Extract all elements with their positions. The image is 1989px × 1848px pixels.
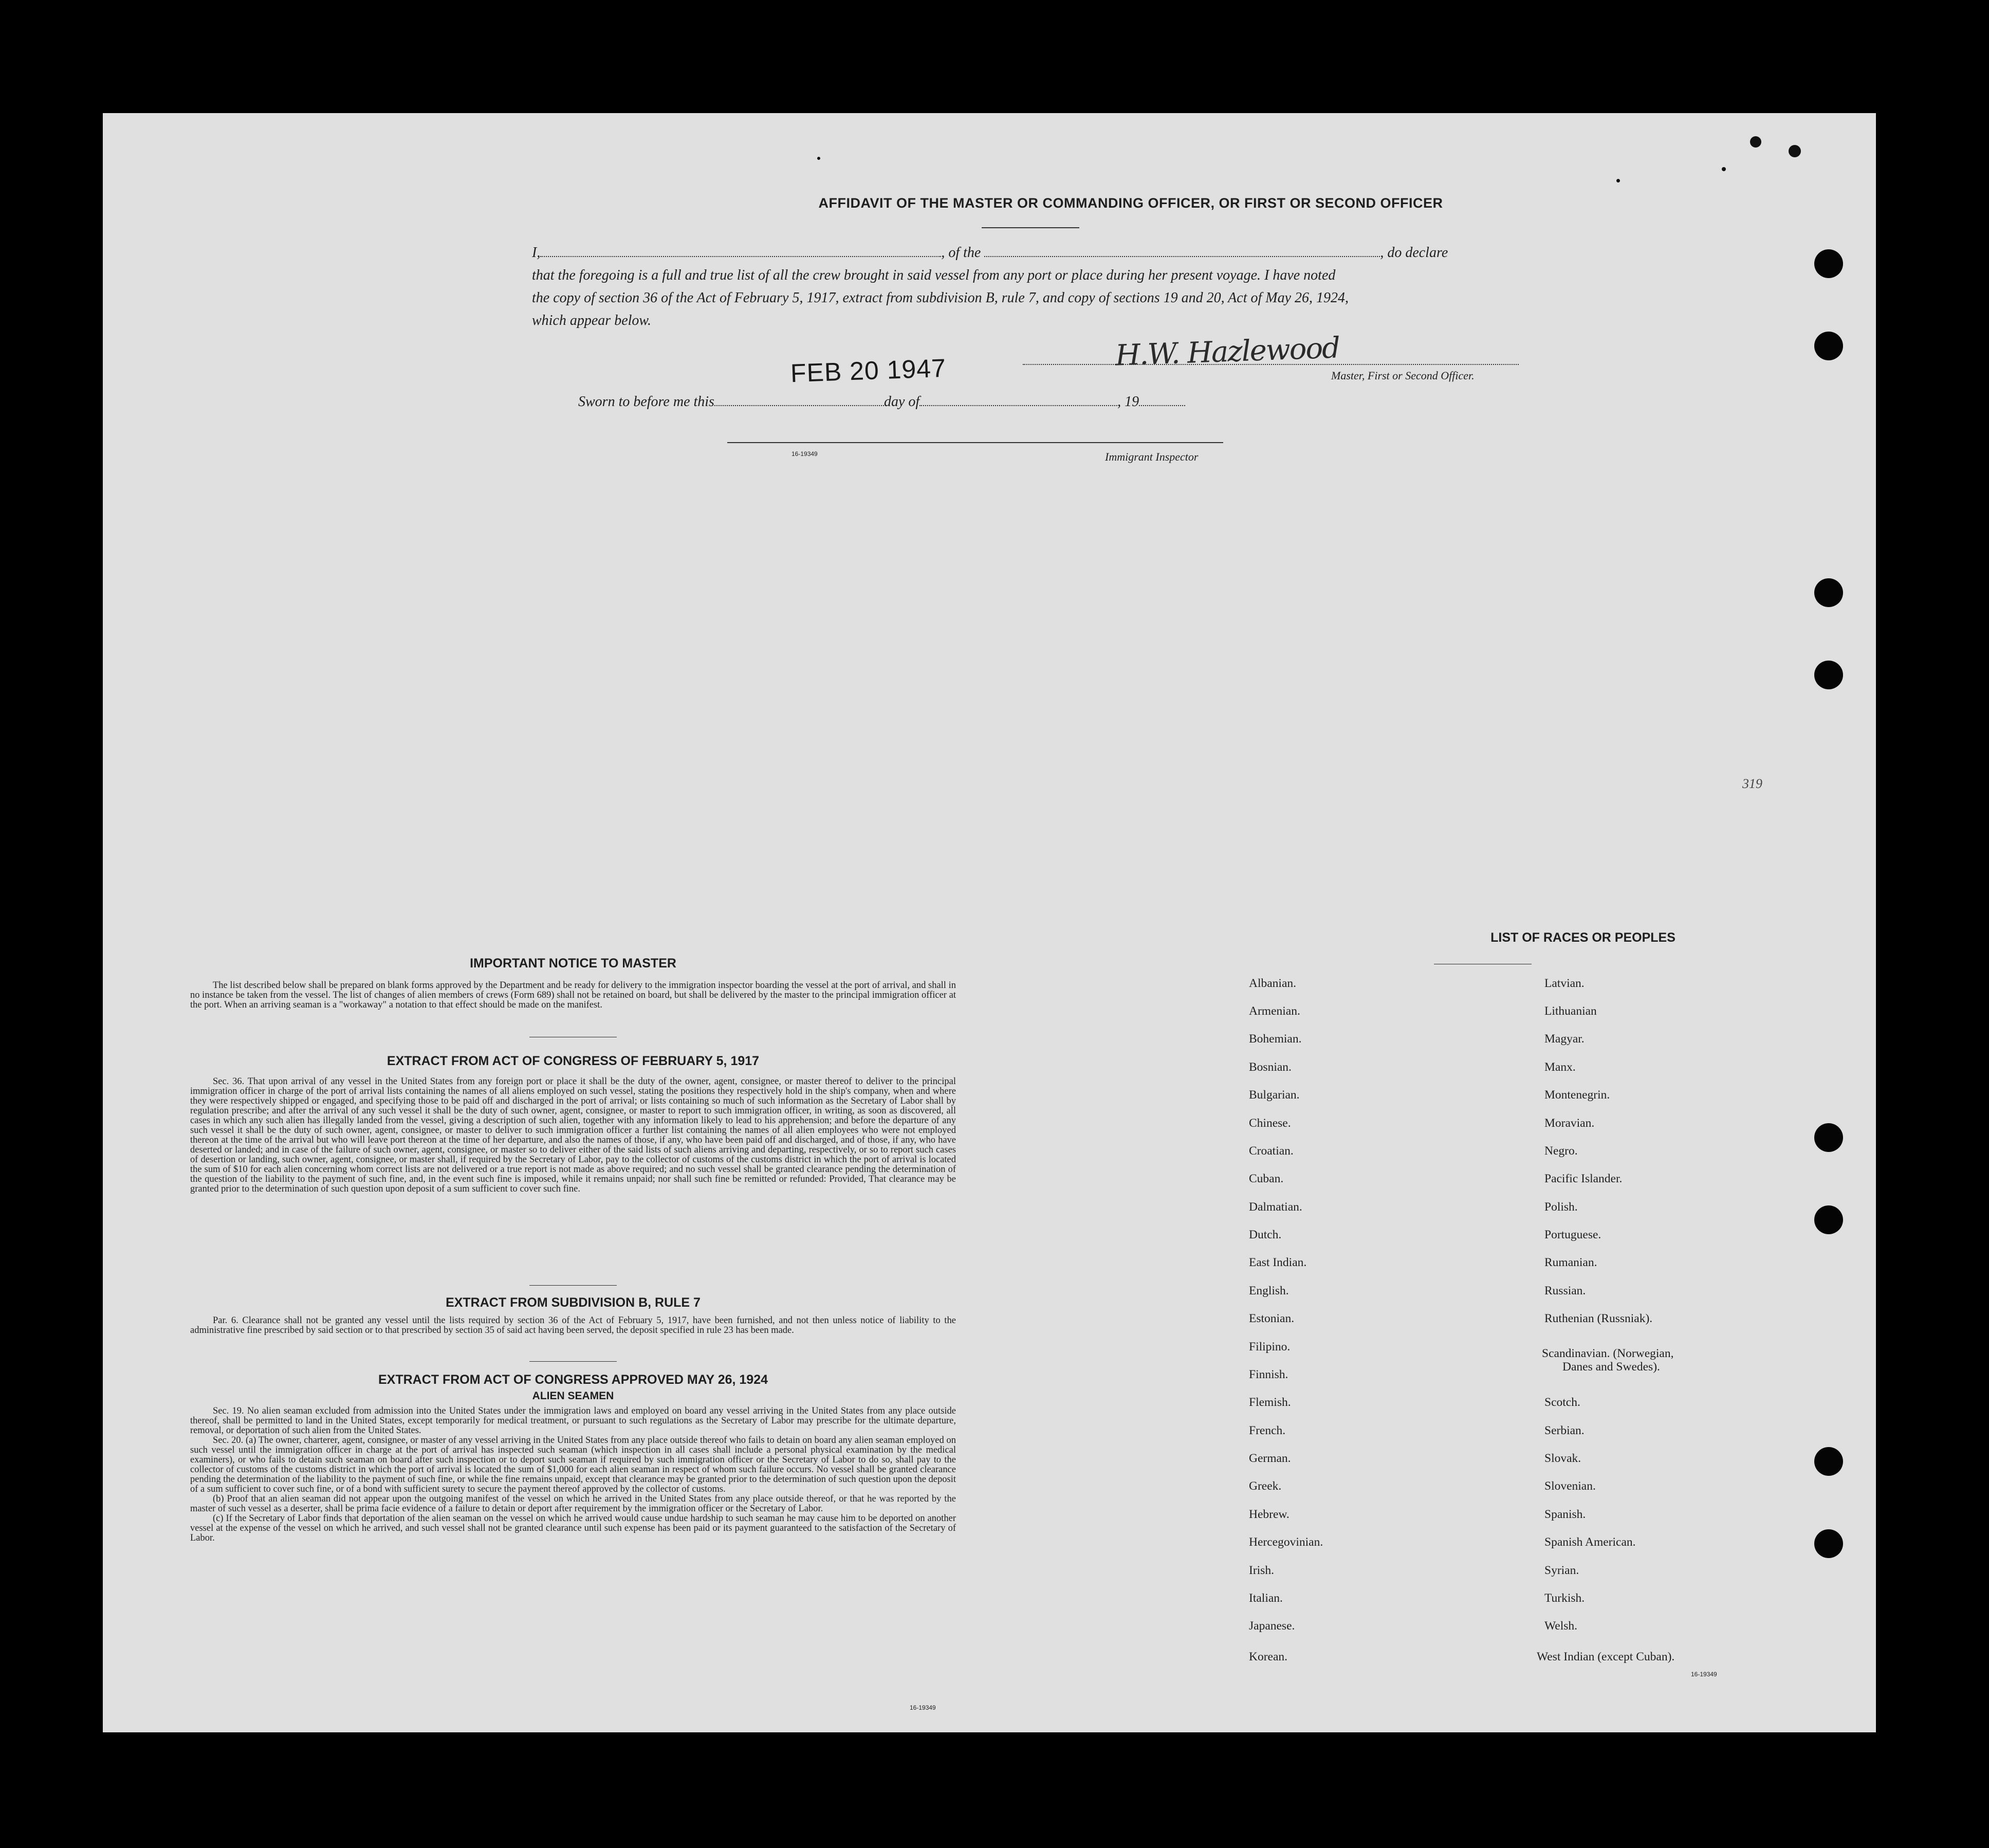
- day-blank: [714, 394, 884, 406]
- vessel-blank: [984, 245, 1380, 257]
- speck: [817, 157, 820, 160]
- race-item: Polish.: [1544, 1200, 1578, 1214]
- race-item: Welsh.: [1544, 1619, 1578, 1633]
- signature-caption: Master, First or Second Officer.: [1331, 369, 1475, 382]
- master-signature: H.W. Hazlewood: [1114, 331, 1340, 373]
- race-item: Korean.: [1249, 1650, 1288, 1663]
- race-item: Finnish.: [1249, 1368, 1288, 1381]
- race-item: Magyar.: [1544, 1032, 1585, 1046]
- speck: [1789, 145, 1801, 157]
- form-number: 16-19349: [1691, 1671, 1717, 1678]
- race-item: Estonian.: [1249, 1312, 1295, 1325]
- notice-text: The list described below shall be prepared on blank forms approved by the Department and be ready for delivery to the immigration inspector boarding the vessel at the port of arrival, and shall in no instance be taken from the vessel. The list of changes of alien members of crews (Form 689) shall not be retained on board, but shall be delivered by the master to the principal immigration officer at the port. When an arriving seaman is a "workaway" a notation to that effect should be made on the manifest.: [190, 980, 956, 1010]
- races-title: LIST OF RACES OR PEOPLES: [1490, 930, 1675, 945]
- race-item: Dutch.: [1249, 1228, 1282, 1241]
- divider: [529, 1361, 617, 1362]
- name-blank: [540, 245, 941, 257]
- race-item: Albanian.: [1249, 977, 1297, 990]
- extract-1917-text: Sec. 36. That upon arrival of any vessel in the United States from any foreign port or place it shall be the duty of the owner, agent, consignee, or master thereof to deliver to the principal immigration officer in charge of the port of arrival lists containing the names of all aliens employed on such vessel, stating the positions they respectively hold in the ship's company, when and where they were respectively shipped or engaged, and specifying those to be paid off and discharged in the port of arrival; or lists containing so much of such information as the Secretary of Labor shall by regulation prescribe; and after the arrival of any such vessel it shall be the duty of such owner, agent, consignee, or master to report to such immigration officer, in writing, as soon as discovered, all cases in which any such alien has illegally landed from the vessel, giving a description of such alien, together with any information likely to lead to his apprehension; and before the departure of any such vessel it shall be the duty of such owner, agent, consignee, or master to deliver to such immigration officer a further list containing the names of all alien employees who were not employed thereon at the time of the arrival but who will leave port thereon at the time of her departure, and also the names of those, if any, who have been paid off and discharged, and of those, if any, who have deserted or landed; and in case of the failure of such owner, agent, consignee, or master so to deliver either of the said lists of such aliens arriving and departing, respectively, or so to report such cases of desertion or landing, such owner, agent, consignee, or master shall, if required by the Secretary of Labor, pay to the collector of customs of the customs district in which the port of arrival is located the sum of $10 for each alien concerning whom correct lists are not delivered or a true report is not made as above required; and no such vessel shall be granted clearance pending the determination of the question of the liability to the payment of such fine, and, in the event such fine is imposed, while it remains unpaid; nor shall such fine be remitted or refunded: Provided, That clearance may be granted prior to the determination of such question upon deposit of a sum sufficient to cover such fine.: [190, 1076, 956, 1194]
- race-item: Bosnian.: [1249, 1060, 1292, 1074]
- race-item: Moravian.: [1544, 1117, 1595, 1130]
- race-item: Negro.: [1544, 1144, 1578, 1158]
- extract-1924-title: EXTRACT FROM ACT OF CONGRESS APPROVED MAY 26, 1924: [378, 1373, 768, 1387]
- month-blank: [919, 394, 1117, 406]
- race-item: West Indian (except Cuban).: [1537, 1650, 1675, 1663]
- race-item: Serbian.: [1544, 1424, 1585, 1437]
- race-item: Ruthenian (Russniak).: [1544, 1312, 1653, 1325]
- race-item: Hebrew.: [1249, 1508, 1290, 1521]
- extract-1917-title: EXTRACT FROM ACT OF CONGRESS OF FEBRUARY 5, 1917: [386, 1054, 760, 1068]
- sec-20c: (c) If the Secretary of Labor finds that deportation of the alien seaman on the vessel on which he arrived would cause undue hardship to such seaman he may cause him to be deported on another vessel at the expense of the vessel on which he arrived, and such vessel shall not be granted clearance until such expense has been paid or its payment guaranteed to the satisfaction of the Secretary of Labor.: [190, 1513, 956, 1543]
- margin-note: 319: [1742, 776, 1762, 791]
- speck: [1616, 179, 1620, 182]
- race-item: Chinese.: [1249, 1117, 1291, 1130]
- race-item: English.: [1249, 1284, 1289, 1297]
- race-item: Pacific Islander.: [1544, 1172, 1623, 1185]
- punch-hole: [1814, 578, 1843, 607]
- race-item: Flemish.: [1249, 1396, 1291, 1409]
- punch-hole: [1814, 249, 1843, 278]
- of-the-label: , of the: [941, 245, 981, 261]
- day-of-label: day of: [883, 394, 920, 410]
- race-item: French.: [1249, 1424, 1286, 1437]
- punch-hole: [1814, 661, 1843, 689]
- extract-1924-text: [190, 1406, 956, 1543]
- race-item: Croatian.: [1249, 1144, 1294, 1158]
- race-item: Rumanian.: [1544, 1256, 1597, 1269]
- race-item: Syrian.: [1544, 1564, 1579, 1577]
- race-item: Bohemian.: [1249, 1032, 1302, 1046]
- race-item: Armenian.: [1249, 1004, 1300, 1018]
- divider: [982, 227, 1079, 228]
- race-item: Russian.: [1544, 1284, 1586, 1297]
- punch-hole: [1814, 1529, 1843, 1558]
- race-item: Greek.: [1249, 1479, 1282, 1493]
- race-item: Portuguese.: [1544, 1228, 1601, 1241]
- divider: [529, 1285, 617, 1286]
- race-item: Latvian.: [1544, 977, 1585, 990]
- race-item: Scotch.: [1544, 1396, 1580, 1409]
- punch-hole: [1814, 1447, 1843, 1476]
- signature-line: [1023, 364, 1519, 365]
- race-item: Manx.: [1544, 1060, 1576, 1074]
- race-item: Hercegovinian.: [1249, 1535, 1323, 1549]
- notice-title: IMPORTANT NOTICE TO MASTER: [470, 956, 676, 971]
- race-item: Lithuanian: [1544, 1004, 1597, 1018]
- punch-hole: [1814, 1205, 1843, 1234]
- race-item: Scandinavian. (Norwegian,: [1542, 1347, 1674, 1360]
- race-item: German.: [1249, 1452, 1291, 1465]
- do-declare-label: , do declare: [1380, 245, 1448, 261]
- race-item: Spanish.: [1544, 1508, 1586, 1521]
- race-item: Turkish.: [1544, 1591, 1585, 1605]
- punch-hole: [1814, 332, 1843, 360]
- race-item: Irish.: [1249, 1564, 1274, 1577]
- race-item: Bulgarian.: [1249, 1088, 1300, 1102]
- race-item: Montenegrin.: [1544, 1088, 1610, 1102]
- sec-20b: (b) Proof that an alien seaman did not appear upon the outgoing manifest of the vessel on which he arrived in the United States from any place outside thereof, or that he was reported by the master of such vessel as a deserter, shall be prima facie evidence of a failure to detain or deport after requirement by the immigration officer or the Secretary of Labor.: [190, 1494, 956, 1514]
- inspector-signature-line: [727, 442, 1223, 443]
- affidavit-declaration-line: [532, 242, 1622, 264]
- sworn-line: [578, 391, 1349, 413]
- alien-seamen-subtitle: ALIEN SEAMEN: [532, 1390, 614, 1402]
- speck: [1750, 136, 1761, 148]
- year-prefix: , 19: [1117, 394, 1139, 410]
- race-item: Italian.: [1249, 1591, 1283, 1605]
- sworn-prefix: Sworn to before me this: [578, 394, 714, 410]
- date-stamp: FEB 20 1947: [790, 353, 947, 388]
- race-item: Japanese.: [1249, 1619, 1295, 1633]
- affidavit-text-line: the copy of section 36 of the Act of February 5, 1917, extract from subdivision B, rule 7, and copy of sections 19 and 20, Act of May 26, 1924,: [532, 290, 1349, 306]
- affidavit-text-line: that the foregoing is a full and true list of all the crew brought in said vessel from any port or place during her present voyage. I have noted: [532, 267, 1336, 283]
- inspector-caption: Immigrant Inspector: [1105, 450, 1199, 463]
- extract-rule7-text: Par. 6. Clearance shall not be granted any vessel until the lists required by section 36 of the Act of February 5, 1917, have been furnished, and not then unless notice of liability to the administrative fine prescribed by said section or to that prescribed by section 35 of said act having been served, the deposit specified in rule 23 has been made.: [190, 1315, 956, 1335]
- extract-rule7-title: EXTRACT FROM SUBDIVISION B, RULE 7: [446, 1295, 701, 1310]
- form-number: 16-19349: [791, 450, 818, 458]
- sec-20a: Sec. 20. (a) The owner, charterer, agent, consignee, or master of any vessel arriving in the United States from any place outside thereof who fails to detain on board any alien seaman employed on such vessel until the immigration officer in charge at the port of arrival has inspected such seaman (which inspection in all cases shall include a personal physical examination by the medical examiners), or who fails to detain such seaman on board after such inspection or to deport such seaman if required by such immigration officer or the Secretary of Labor to do so, shall pay to the collector of customs of the customs district in which the port of arrival is located the sum of $1,000 for each alien seaman in respect of whom such failure occurs. No vessel shall be granted clearance pending the determination of the liability to the payment of such fine, or while the fine remains unpaid, except that clearance may be granted prior to the determination of such question upon the deposit of a sum sufficient to cover such fine, or of a bond with sufficient surety to secure the payment thereof approved by the collector of customs.: [190, 1435, 956, 1494]
- speck: [1722, 167, 1726, 171]
- punch-hole: [1814, 1123, 1843, 1152]
- i-label: I,: [532, 245, 541, 261]
- race-item: Slovak.: [1544, 1452, 1581, 1465]
- form-number: 16-19349: [910, 1704, 936, 1711]
- affidavit-title: AFFIDAVIT OF THE MASTER OR COMMANDING OFFICER, OR FIRST OR SECOND OFFICER: [818, 195, 1443, 211]
- sec-19: Sec. 19. No alien seaman excluded from admission into the United States under the immigration laws and employed on board any vessel arriving in the United States from any place outside thereof, shall be permitted to land in the United States, except temporarily for medical treatment, or pursuant to such regulations as the Secretary of Labor may prescribe for the ultimate departure, removal, or deportation of such alien from the United States.: [190, 1406, 956, 1436]
- affidavit-text-line: which appear below.: [532, 313, 652, 328]
- race-item: Danes and Swedes).: [1562, 1360, 1660, 1374]
- race-item: Dalmatian.: [1249, 1200, 1302, 1214]
- race-item: Spanish American.: [1544, 1535, 1636, 1549]
- race-item: Slovenian.: [1544, 1479, 1596, 1493]
- race-item: East Indian.: [1249, 1256, 1307, 1269]
- race-item: Filipino.: [1249, 1340, 1291, 1353]
- year-blank: [1139, 394, 1185, 406]
- race-item: Cuban.: [1249, 1172, 1284, 1185]
- document-page: [103, 113, 1876, 1732]
